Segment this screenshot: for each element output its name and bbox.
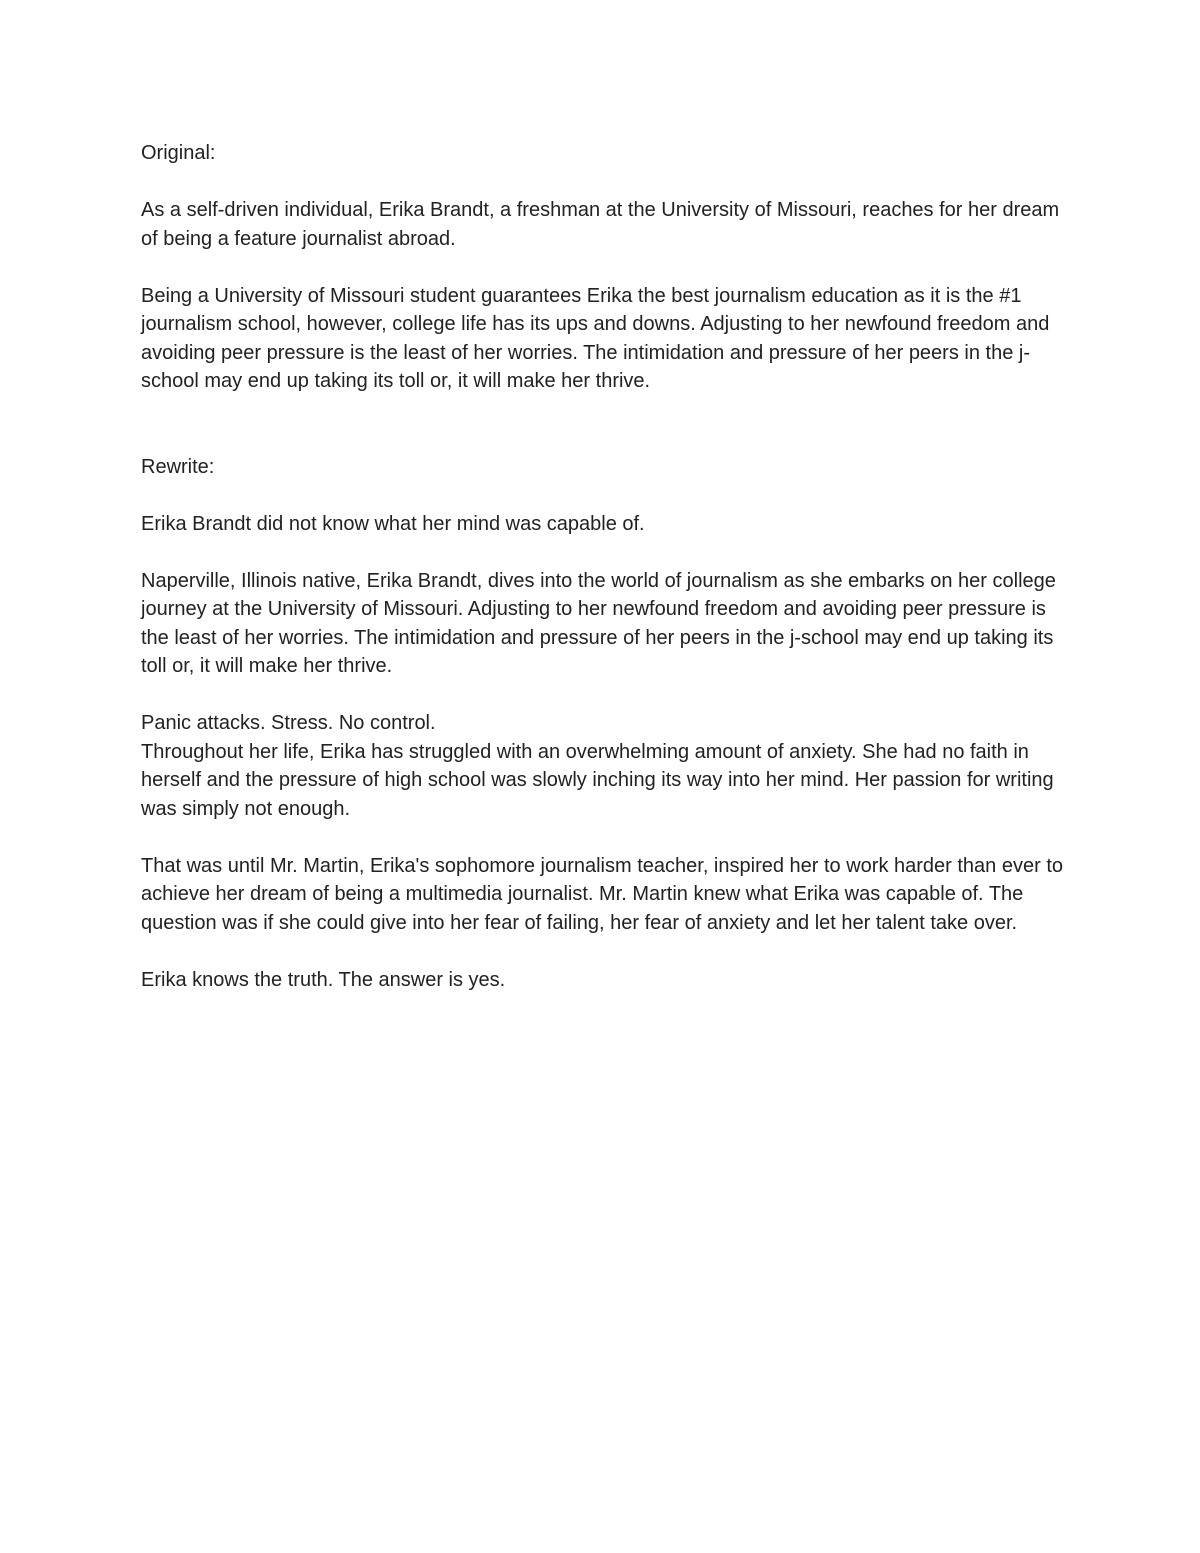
rewrite-heading: Rewrite:: [141, 455, 215, 478]
rewrite-paragraph-2: Naperville, Illinois native, Erika Brandt, dives into the world of journalism as she embarks on her college journey at the University of Missouri. Adjusting to her newfound freedom and avoiding peer pressure is the least of her worries. The intimidation and pressure of her peers in the j-school may end up taking its toll or, it will make her thrive.: [141, 569, 1056, 677]
rewrite-paragraph-3: Panic attacks. Stress. No control.: [141, 712, 436, 734]
section-spacer: [141, 424, 1071, 453]
document-body: [141, 139, 1071, 1023]
rewrite-paragraph-6: Erika knows the truth. The answer is yes.: [141, 968, 506, 991]
rewrite-paragraph-4: Throughout her life, Erika has struggled with an overwhelming amount of anxiety. She had no faith in herself and the pressure of high school was slowly inching its way into her mind. Her passion for writing was simply not enough.: [141, 740, 1054, 820]
rewrite-paragraph-5: That was until Mr. Martin, Erika's sophomore journalism teacher, inspired her to work harder than ever to achieve her dream of being a multimedia journalist. Mr. Martin knew what Erika was capable of. The question was if she could give into her fear of failing, her fear of anxiety and let her talent take over.: [141, 854, 1064, 934]
original-paragraph-1: As a self-driven individual, Erika Brandt, a freshman at the University of Missouri, reaches for her dream of being a feature journalist abroad.: [141, 199, 1060, 250]
rewrite-paragraph-1: Erika Brandt did not know what her mind was capable of.: [141, 512, 645, 535]
original-paragraph-2: Being a University of Missouri student guarantees Erika the best journalism education as it is the #1 journalism school, however, college life has its ups and downs. Adjusting to her newfound freedom and avoiding peer pressure is the least of her worries. The intimidation and pressure of her peers in the j-school may end up taking its toll or, it will make her thrive.: [141, 284, 1050, 392]
original-heading: Original:: [141, 142, 216, 164]
